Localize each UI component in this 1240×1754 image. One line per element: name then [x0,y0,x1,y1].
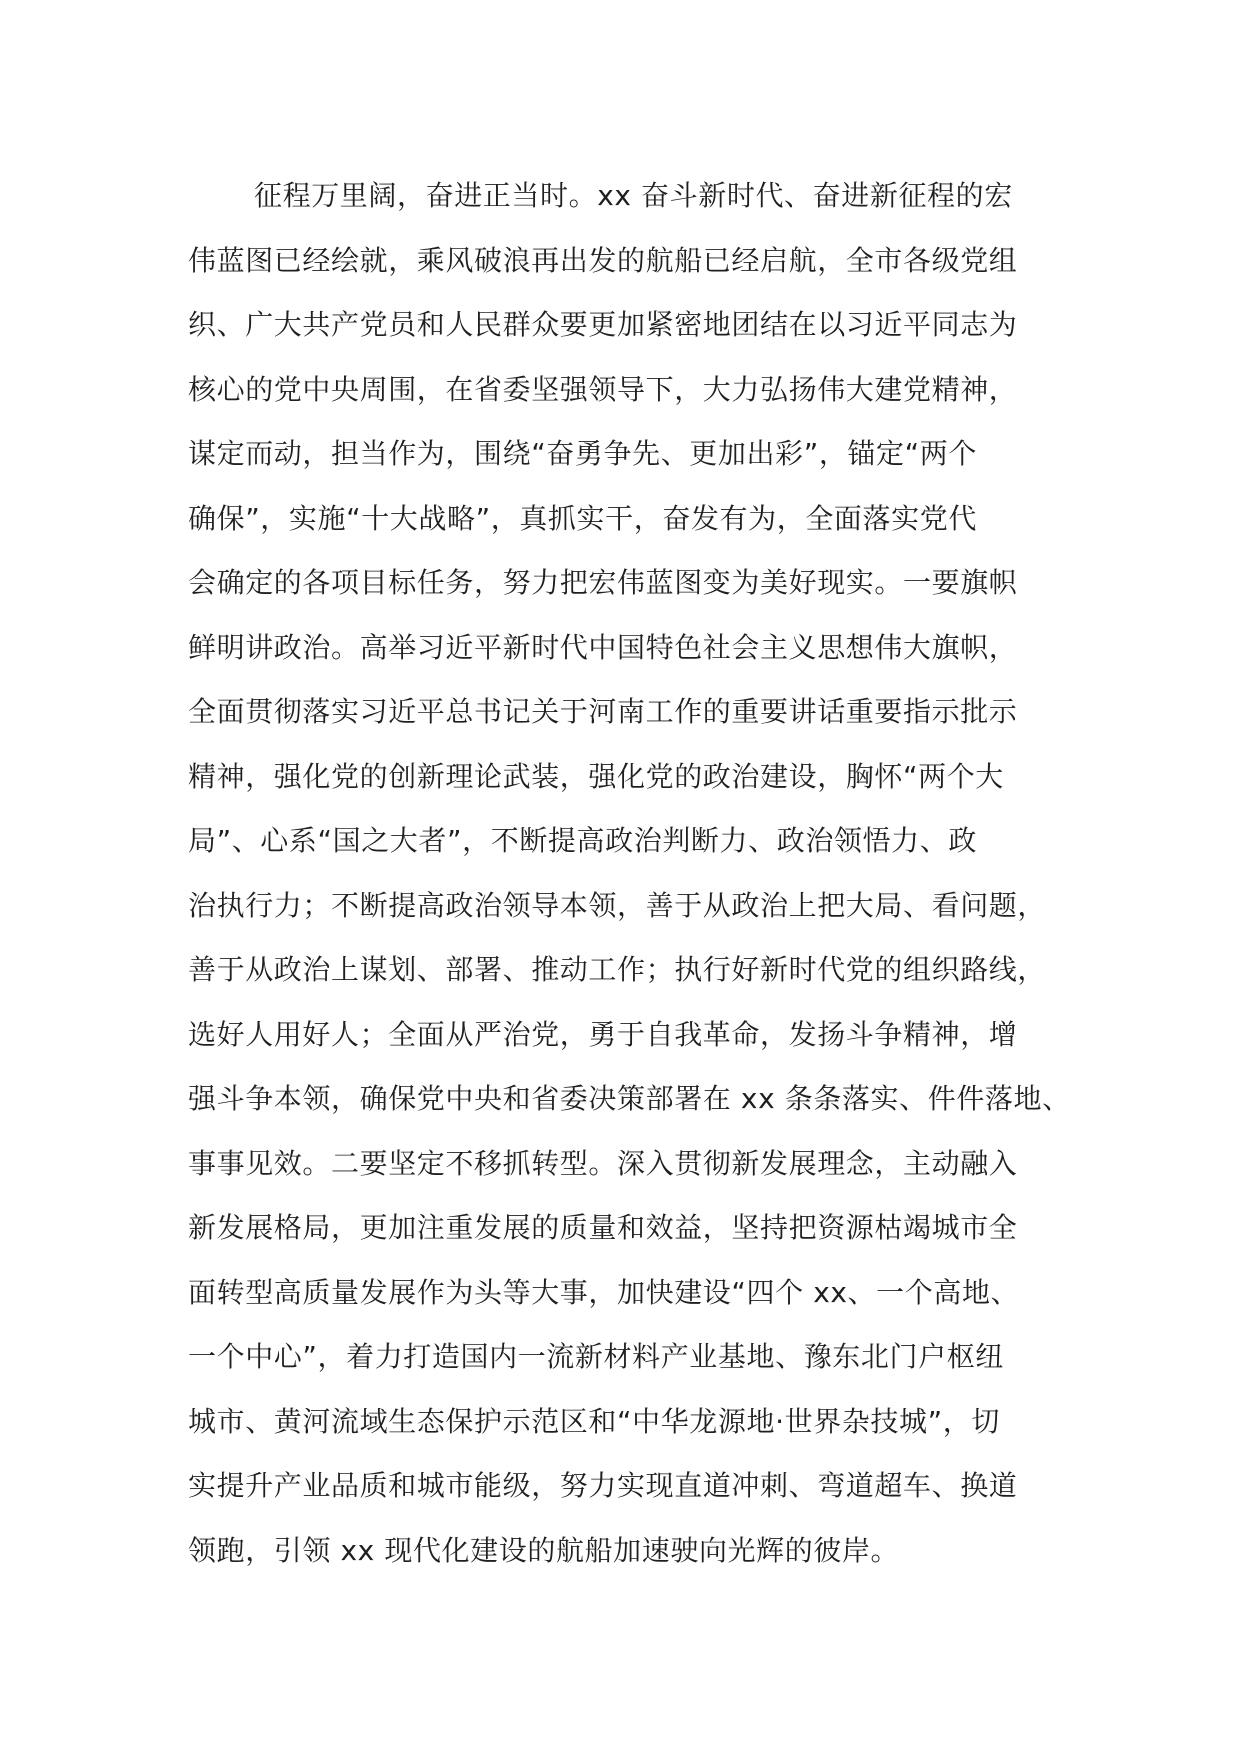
body-paragraph [188,172,1071,1591]
paragraph-line: 谋定而动，担当作为，围绕“奋勇争先、更加出彩”，锚定“两个 [188,437,977,470]
paragraph-line: 织、广大共产党员和人民群众要更加紧密地团结在以习近平同志为 [188,308,1018,341]
paragraph-line: 新发展格局，更加注重发展的质量和效益，坚持把资源枯竭城市全 [188,1211,1018,1244]
paragraph-line: 事事见效。二要坚定不移抓转型。深入贯彻新发展理念，主动融入 [188,1146,1018,1180]
paragraph-line: 征程万里阔，奋进正当时。xx 奋斗新时代、奋进新征程的宏 [254,179,1013,212]
paragraph-line: 全面贯彻落实习近平总书记关于河南工作的重要讲话重要指示批示 [188,695,1018,728]
paragraph-line: 确保”，实施“十大战略”，真抓实干，奋发有为，全面落实党代 [188,501,977,535]
paragraph-line: 核心的党中央周围，在省委坚强领导下，大力弘扬伟大建党精神， [188,372,1018,406]
paragraph-line: 领跑，引领 xx 现代化建设的航船加速驶向光辉的彼岸。 [188,1533,900,1567]
paragraph-line: 善于从政治上谋划、部署、推动工作；执行好新时代党的组织路线， [188,953,1047,986]
paragraph-line: 局”、心系“国之大者”，不断提高政治判断力、政治领悟力、政 [188,824,977,857]
paragraph-line: 精神，强化党的创新理论武装，强化党的政治建设，胸怀“两个大 [188,759,1004,793]
paragraph-line: 面转型高质量发展作为头等大事，加快建设“四个 xx、一个高地、 [188,1275,1020,1309]
paragraph-line: 鲜明讲政治。高举习近平新时代中国特色社会主义思想伟大旗帜， [188,630,1018,664]
paragraph-line: 伟蓝图已经绘就，乘风破浪再出发的航船已经启航，全市各级党组 [188,243,1018,277]
paragraph-line: 城市、黄河流域生态保护示范区和“中华龙源地·世界杂技城”，切 [188,1404,1000,1438]
paragraph-line: 选好人用好人；全面从严治党，勇于自我革命，发扬斗争精神，增 [188,1017,1018,1051]
paragraph-line: 强斗争本领，确保党中央和省委决策部署在 xx 条条落实、件件落地、 [188,1082,1071,1115]
paragraph-line: 实提升产业品质和城市能级，努力实现直道冲刺、弯道超车、换道 [188,1469,1018,1502]
paragraph-line: 会确定的各项目标任务，努力把宏伟蓝图变为美好现实。一要旗帜 [188,566,1018,599]
paragraph-line: 一个中心”，着力打造国内一流新材料产业基地、豫东北门户枢纽 [188,1340,1004,1373]
paragraph-line: 治执行力；不断提高政治领导本领，善于从政治上把大局、看问题， [188,888,1047,922]
